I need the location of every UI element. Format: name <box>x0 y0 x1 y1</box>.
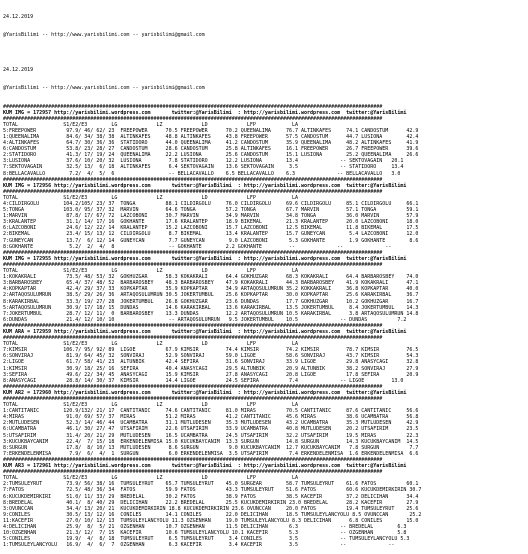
column-headers: TOTAL S1/E2/E3 LG LZ LD LFP LA <box>3 341 299 348</box>
table-row: 7:ERKENDELENMISA 7.9/ 6/ 4/ 1 SURGUN 6.0 ERKENDELENMISA 3.5 UTSAFIRIM 7.4 ERKENDELENMISA 1.6 ERKENDELENMISA 6.6 <box>3 450 419 457</box>
race-section <box>3 104 528 177</box>
section-rule: ############################################################################################################################## <box>3 103 383 110</box>
section-header: KUM IMG = 172957 http://yarisbilimi.wordpress.com twitter:@YarisBilimi : http://yarisbilimi.wordpress.com twitter:@YarisBilimi <box>3 109 407 116</box>
section-rule: ############################################################################################################################## <box>3 396 383 402</box>
column-headers: TOTAL S1/E2/E3 LG LZ LD LFP LA <box>3 402 299 409</box>
race-section <box>3 384 528 457</box>
table-row: 6:CANDOSTUM 53.8/ 23/ 28/ 27 CANDOSTUM 28.6 CANDOSTUM 25.8 ALTINKAFES 16.1 FREEPOWER 26.7 FREEPOWER 39.6 <box>3 146 419 153</box>
table-row: 5:CONILES 19.9/ 4/ 8/ 18 TUMSULEYRUT 6.5 TUMSULEYRUT 3.4 CONILES 3.5 -- TUMSULEYLANCYOLU 5.3 <box>3 536 410 543</box>
table-row: 5:FREEPOWER 97.9/ 46/ 62/ 23 FREEPOWER 70.5 FREEPOWER 70.2 QUEENALIMA 76.7 ALTINKAFES 74.1 CANDOSTUM 42.9 <box>3 127 419 134</box>
site-credit-repeat: @YarisBilimi -- http://www.yarisbilimi.com -- yarisbilimi@gmail.com <box>3 85 205 92</box>
table-row: 5:TONGA 103.0/ 95/ 37/ 32 MARVIN 64.6 TONGA 57.2 TONGA 67.7 MARVIN 57.1 TONGA 59.1 <box>3 207 419 214</box>
race-section <box>3 177 528 250</box>
race-section <box>3 250 528 323</box>
table-row: 8:SURGUN 17.8/ 8/ 10/ 13 MUTLUDESEN 8.6 SURGUN 9.0 KUCUKBAYCANIM 12.7 KUCUKBAYCANIM 7.8 SURGUN 7.7 <box>3 444 419 451</box>
column-headers: TOTAL S1/E2/E3 LG LZ LD LFP LA <box>3 268 299 275</box>
table-row: 7:FATOS 72.5/ 48/ 36/ 34 FATOS 59.9 FATOS 43.3 TUMSULEYRUT 51.6 FATOS 60.6 KUCUKDEMIRKIRIN 30.7 <box>3 487 422 494</box>
section-rule: ############################################################################################################################## <box>3 383 383 390</box>
table-row: 3:OVUNCCAN 34.4/ 13/ 20/ 21 KUCUKDEMIRKIRIN 18.8 KUCUKDEMIRKIRIN 23.6 OVUNCCAN 20.0 FATOS 19.4 TUMSULEYRUT 25.6 <box>3 505 419 512</box>
table-row: 4:MIRAS 91.0/ 69/ 57/ 37 MIRAS 51.2 MIRAS 41.2 CANTITANIC 45.6 MIRAS 38.6 UCAMBATRA 56.8 <box>3 414 419 421</box>
race-section <box>3 457 528 548</box>
section-header: KUM ARA = 172959 http://yarisbilimi.wordpress.com twitter:@YarisBilimi : http://yarisbilimi.wordpress.com twitter:@YarisBilimi <box>3 328 407 335</box>
table-row: 8:ANASYCAGI 28.8/ 14/ 30/ 37 KIMSIR 14.4 LIGOE 24.5 SEFIRA 7.4 -- LIGOE 13.0 <box>3 377 404 384</box>
table-row: 1:KOKAKRALI 73.5/ 48/ 53/ 32 GOKHUZGAR 58.3 KOKAKRALI 64.4 GOKHUZGAR 68.3 KOKAKRALI 64.4 BARBAROSBEY 74.0 <box>3 274 419 281</box>
column-headers: TOTAL S1/E2/E3 LG LZ LD LFP LA <box>3 475 299 482</box>
table-row: 10:OZGENHAN 21.3/ 12/ 7/ 15 KACEFIR 10.6 TUMSULEYLANCYOLU 10.1 KACEFIR 5.3 -- OZGENHAN 5.8 <box>3 530 407 537</box>
table-row: 4:ALTINKAFES 64.7/ 30/ 36/ 36 STATIDORO 44.0 QUEENALIMA 41.2 CANDOSTUM 35.9 QUEENALIMA 48.2 ALTINKAFES 41.9 <box>3 140 419 147</box>
section-rule: ############################################################################################################################## <box>3 249 383 256</box>
section-header: KUM AR3 = 172961 http://yarisbilimi.wordpress.com twitter:@YarisBilimi : http://yarisbilimi.wordpress.com twitter:@YarisBilimi <box>3 463 407 470</box>
table-row: 3:KUCUKBAYCANIM 22.4/ 7/ 15/ 18 ERKENDELENMISA 15.0 KUCUKBAYCANIM 13.3 SURGUN 14.8 SURGUN 14.3 KUCUKBAYCANIM 14.5 <box>3 438 419 445</box>
section-header: KUM IMG = 172955 http://yarisbilimi.wordpress.com twitter:@YarisBilimi : http://yarisbilimi.wordpress.com twitter:@YarisBilimi <box>3 255 407 262</box>
table-row: 6:UCAMBATRA 46.1/ 30/ 27/ 47 UTSAFIRIM 22.6 UTSAFIRIM 33.9 UCAMBATRA 40.8 MUTLUDESEN 20.2 UTSAFIRIM 23.5 <box>3 426 419 433</box>
section-rule: ############################################################################################################################## <box>3 188 383 195</box>
table-row: 6:LAZCOBONI 24.6/ 12/ 22/ 14 KRALANTEP 15.2 LAZCOBONI 15.7 LAZCOBONI 12.5 BIKEMAL 11.8 BIKEMAL 17.5 <box>3 225 419 232</box>
section-header: KUM IMG = 172956 http://yarisbilimi.wordpress.com twitter:@YarisBilimi : http://yarisbilimi.wordpress.com twitter:@YarisBilimi <box>3 182 407 189</box>
race-sections <box>3 104 528 549</box>
table-row: 7:KIMSIR 106.7/ 95/ 92/ 89 LIGOE 67.9 KIMSIR 74.4 KIMSIR 74.2 KIMSIR 78.7 KIMSIR 76.5 <box>3 347 419 354</box>
table-row: 2:STATIDORO 41.3/ 17/ 19/ 24 QUEENALIMA 22.2 LUSIONA 25.6 CANDOSTUM 15.1 LUSIONA 25.2 QUEENALIMA 26.6 <box>3 152 419 159</box>
report-date-repeat: 24.12.2019 <box>3 66 34 73</box>
table-row: 6:KUCUKDEMIRKIRI 51.0/ 11/ 33/ 29 BREDELAL 30.2 FATOS 38.9 FATOS 38.5 KACEFIR 37.2 DELICIHAN 34.4 <box>3 493 419 500</box>
spacer <box>3 51 528 55</box>
table-row: 7:SEKTOVAGAIN 32.5/ 13/ 6/ 18 ALTINKAFES 6.4 SEKTOVAGAIN 13.6 SEKTOVAGAIN 3.5 -- STATIDORO 13.4 <box>3 164 404 171</box>
section-rule: ############################################################################################################################## <box>3 176 383 183</box>
table-row: 7:JOKERTUMBUL 28.7/ 12/ 11/ 0 BARBAROSBEY 13.3 DUNDAS 12.2 ARTAQOSULUMRUN 10.5 KARAKIRBAL 3.8 ARTAQOSULUMRUN 14.8 <box>3 310 419 317</box>
table-row: 8:KARAKIRBAL 33.3/ 19/ 27/ 28 JOKERTUMBUL 26.8 GOKHUZGAR 23.6 DUNDAS 17.7 GOKHUZGAR 10.2 GOKHUZGAR 16.7 <box>3 298 419 305</box>
table-row: 3:LUSIONA 37.6/ 10/ 20/ 32 LUSIONA 7.8 STATIDORO 12.2 LUSIONA 13.4 -- SEKTOVAGAIN 20.1 <box>3 158 404 165</box>
table-row: 6:SONVIRAJ 81.9/ 64/ 45/ 32 SONVIRAJ 52.9 SONVIRAJ 59.0 LIGOE 58.6 SONVIRAJ 43.7 KIMSIR 54.3 <box>3 353 419 360</box>
table-row: 3:KRALANTEP 31.1/ 14/ 17/ 16 GOKHANTE 17.6 KRALANTEP 18.9 BIKEMAL 21.3 KRALANTEP 20.0 LAZCOBONI 18.0 <box>3 219 419 226</box>
column-headers: TOTAL S1/E2/E3 LG LZ LD LFP LA <box>3 194 299 201</box>
section-rule: ############################################################################################################################## <box>3 115 383 122</box>
table-row: 1:CANTITANIC 120.9/132/ 21/ 17 CANTITANIC 74.6 CANTITANIC 81.0 MIRAS 70.5 CANTITANIC 87.6 CANTITANIC 56.6 <box>3 408 419 415</box>
table-row: 5:UTSAFIRIM 31.4/ 20/ 21/ 29 MUTLUDESEN 16.5 UCAMBATRA 24.5 UTSAFIRIM 32.2 UTSAFIRIM 19.5 MIRAS 22.3 <box>3 432 419 439</box>
table-row: 2:BIKEMAL 23.4/ 15/ 13/ 12 CILDIRGOLU 8.7 BIKEMAL 13.4 KRALANTEP 15.7 GUNEYCAN 5.4 LAZCOBONI 12.0 <box>3 231 419 238</box>
race-section <box>3 323 528 384</box>
table-row: 1:TUMSULEYLANCYOLU 16.9/ 4/ 6/ 7 OZGENHAN 6.3 KACEFIR 3.4 KACEFIR 3.5 -- -- <box>3 542 395 549</box>
table-row: 8:GOKHANTE 5.2/ 2/ 4/ 8 -- GOKHANTE 2.2 GOKHANTE -- -- -- <box>3 243 392 250</box>
column-headers: TOTAL S1/E2/E3 LG LZ LD LFP LA <box>3 121 299 128</box>
table-row: 6:DUNDAS 21.4/ 12/ 10/ 10 -- ARTAQOSULUMRUN 9.5 JOKERTUMBUL 10.5 -- DUNDAS 7.2 <box>3 316 407 323</box>
table-row: 1:KIMSIR 30.9/ 18/ 25/ 16 SEFIRA 40.4 ANASYCAGI 29.5 ALTUNBIK 20.9 ALTUNBIK 38.2 SONVIRAJ 27.9 <box>3 365 419 372</box>
section-rule: ############################################################################################################################## <box>3 335 383 342</box>
table-row: 2:ARTAQOSULUMRUN 38.5/ 29/ 26/ 36 ARTAQOSULUMRUN 30.5 JOKERTUMBUL 25.6 KOPKAPTAR 30.0 KOPKAPTAR 25.6 KARAKIRBAL 36.7 <box>3 292 419 299</box>
table-row: 11:KACEFIR 27.0/ 10/ 12/ 13 TUMSULEYLANCYOLU 11.3 OZGENHAN 19.0 TUMSULEYLANCYOLU 8.3 DELICIHAN 6.8 CONILES 15.0 <box>3 517 419 524</box>
table-row: 1:MARVIN 87.8/ 17/ 67/ 72 LAZCOBONI 30.7 MARVIN 34.9 MARVIN 34.8 TONGA 36.0 MARVIN 57.9 <box>3 213 419 220</box>
site-credit: @YarisBilimi -- http://www.yarisbilimi.com -- yarisbilimi@gmail.com <box>3 32 205 39</box>
section-header: KUM AR2 = 172960 http://yarisbilimi.wordpress.com twitter:@YarisBilimi : http://yarisbilimi.wordpress.com twitter:@YarisBilimi <box>3 389 407 396</box>
table-row: 7:GUNEYCAN 13.7/ 6/ 12/ 14 GUNEYCAN 7.7 GUNEYCAN 9.0 LAZCOBONI 5.3 GOKHANTE 1.9 GOKHANTE 8.6 <box>3 237 419 244</box>
table-row: 1:QUEENALIMA 84.6/ 34/ 38/ 38 ALTINKAFES 48.8 ALTINKAFES 43.8 FREEPOWER 57.5 CANDOSTUM 44.7 LUSIONA 42.4 <box>3 133 419 140</box>
table-row: 8:BELLACAVALLO 7.2/ 4/ 5/ 6 -- BELLACAVALLO 6.5 BELLACAVALLO 6.3 -- BELLACAVALLO 3.0 <box>3 170 401 177</box>
section-rule: ############################################################################################################################## <box>3 322 383 329</box>
table-row: 3:BARBAROSBEY 65.4/ 37/ 48/ 52 BARBAROSBEY 48.3 BARBAROSBEY 47.9 KOKAKRALI 44.3 BARBAROSBEY 41.9 KOKAKRALI 47.1 <box>3 280 419 287</box>
table-row: 5:ARTAQOSULUMRUN 30.9/ 17/ 18/ 15 DUNDAS 14.6 KARAKIRBAL 13.6 KARAKIRBAL 13.5 JOKERTUMBUL 8.4 JOKERTUMBUL 14.3 <box>3 304 419 311</box>
section-rule: ############################################################################################################################## <box>3 469 383 476</box>
table-row: 9:CONILES 30.5/ 13/ 12/ 16 CONILES 14.1 CONILES 22.0 DELICIHAN 18.5 TUMSULEYLANCYOLU 8.5 OVUNCCAN 25.2 <box>3 511 422 518</box>
table-row: 2:TUMSULEYRUT 73.9/ 56/ 38/ 16 TUMSULEYRUT 65.7 TUMSULEYRUT 45.0 SURGEAR 58.7 TUMSULEYRUT 61.6 FATOS 60.1 <box>3 481 419 488</box>
table-row: 4:CILDIRGOLU 104.2/105/ 23/ 37 TONGA 88.1 CILDIRGOLU 76.0 CILDIRGOLU 69.6 CILDIRGOLU 85.1 CILDIRGOLU 66.1 <box>3 201 419 207</box>
table-row: 4:DELICIHAN 25.9/ 8/ 5/ 21 OZGENHAN 10.7 OZGENHAN 11.5 DELICIHAN 6.3 -- BREDELAL 6.3 <box>3 523 407 530</box>
section-rule: ############################################################################################################################## <box>3 261 383 268</box>
table-row: 8:BREDELAL 40.1/ 8/ 40/ 29 DELICIHAN 22.2 BREDELAL 25.5 KUCUKDEMIRKIRIN 23.0 BREDELAL 28.2 KACEFIR 27.9 <box>3 499 419 506</box>
table-row: 2:MUTLUDESEN 52.3/ 14/ 46/ 44 UCAMBATRA 31.1 MUTLUDESEN 35.3 MUTLUDESEN 43.2 UCAMBATRA 35.3 MUTLUDESEN 42.9 <box>3 420 419 427</box>
section-rule: ############################################################################################################################## <box>3 456 383 463</box>
table-row: 3:SEFIRA 49.6/ 22/ 34/ 45 ANASYCAGI 15.9 KIMSIR 27.8 ANASYCAGI 20.8 LIGOE 17.8 SEFIRA 20.9 <box>3 371 419 378</box>
table-row: 4:KOPKAPTAR 42.4/ 29/ 37/ 33 KOPKAPTAR 35.9 KOPKAPTAR 34.9 ARTAQOSULUMRUN 35.2 KOKKAKRALI 36.8 KOPKAPTAR 40.0 <box>3 286 419 293</box>
report-date: 24.12.2019 <box>3 14 34 21</box>
table-row: 2:LIGOE 61.7/ 58/ 41/ 23 ALTUNBIK 42.4 SEFIRA 31.6 SONVIRAJ 33.9 LIGOE 29.8 ANASYCAGI 32.8 <box>3 359 419 366</box>
